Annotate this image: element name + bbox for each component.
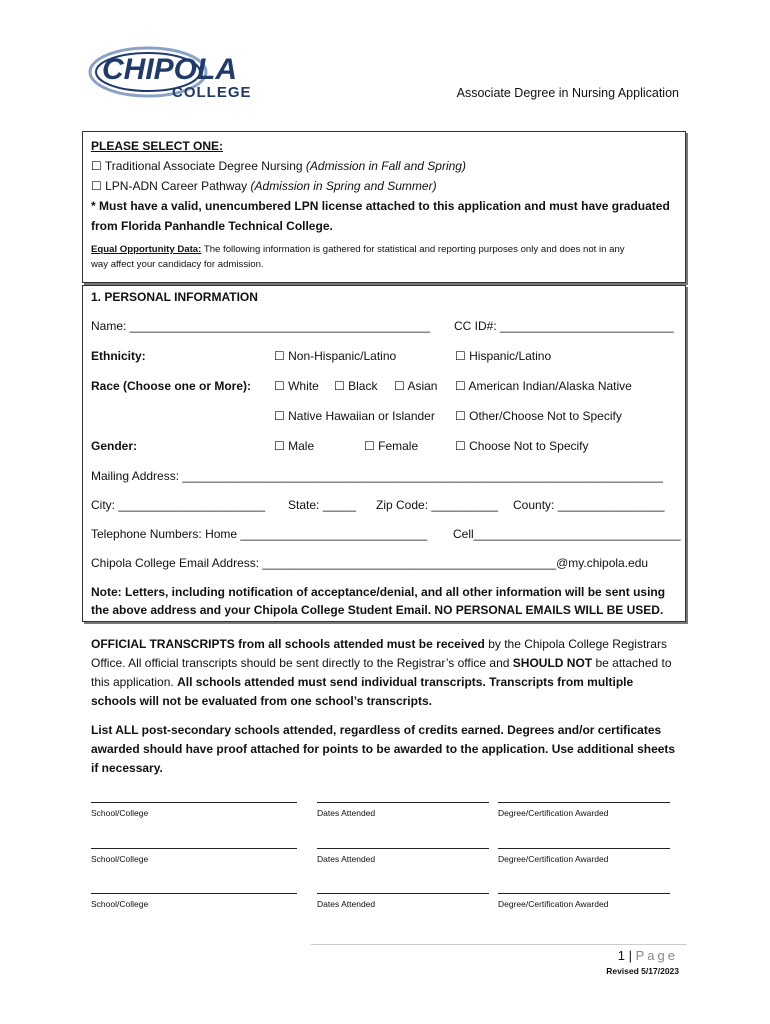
transcripts-paragraph: [91, 635, 676, 711]
race-native-american-label: American Indian/Alaska Native: [468, 379, 632, 393]
option-traditional[interactable]: [91, 156, 677, 176]
personal-information-box: [82, 285, 686, 622]
school-line[interactable]: [91, 802, 297, 803]
race-other[interactable]: [455, 409, 622, 423]
eth-hispanic-label: Hispanic/Latino: [469, 349, 552, 363]
gender-male-label: Male: [288, 439, 315, 453]
school-label: School/College: [91, 899, 149, 909]
checkbox-icon[interactable]: ☐: [364, 439, 375, 453]
checkbox-icon[interactable]: ☐: [274, 349, 285, 363]
page-sep: |: [628, 948, 632, 963]
gender-female[interactable]: [364, 439, 418, 453]
school-line[interactable]: [91, 893, 297, 894]
gender-none-label: Choose Not to Specify: [469, 439, 589, 453]
race-asian-label: Asian: [407, 379, 438, 393]
personal-heading: 1. PERSONAL INFORMATION: [91, 290, 258, 304]
revised-date: Revised 5/17/2023: [606, 966, 679, 976]
race-black-label: Black: [348, 379, 378, 393]
note-line-2: the above address and your Chipola College Student Email. NO PERSONAL EMAILS WILL BE USED.: [91, 603, 664, 617]
zip-field[interactable]: Zip Code: __________: [376, 498, 499, 512]
list-schools-paragraph: List ALL post-secondary schools attended, regardless of credits earned. Degrees and/or certificates awarded should have proof attached for points to be awarded to the application. Use additional sheets if necessary.: [91, 723, 676, 775]
checkbox-icon[interactable]: ☐: [394, 379, 405, 393]
race-white[interactable]: [274, 379, 319, 393]
checkbox-icon[interactable]: ☐: [91, 179, 102, 193]
logo-text-main: CHIPOLA: [102, 53, 237, 86]
option-lpn-note: (Admission in Spring and Summer): [250, 179, 437, 193]
race-hawaiian-label: Native Hawaiian or Islander: [288, 409, 435, 423]
checkbox-icon[interactable]: ☐: [91, 159, 102, 173]
footer-rule: [311, 944, 687, 945]
eth-non-hispanic[interactable]: [274, 349, 396, 363]
school-line[interactable]: [91, 848, 297, 849]
checkbox-icon[interactable]: ☐: [274, 439, 285, 453]
note-line-1: Note: Letters, including notification of acceptance/denial, and all other information will be sent using: [91, 585, 666, 599]
option-traditional-label: Traditional Associate Degree Nursing: [104, 159, 303, 173]
transcripts-text-1: by the Chipola College Registrars Office. All official transcripts should be sent directly to the Registrar’s office and: [91, 637, 667, 670]
eo-label: Equal Opportunity Data:: [91, 244, 202, 255]
transcripts-tail: All schools attended must send individual transcripts. Transcripts from multiple schools will not be evaluated from one school’s transcripts.: [91, 675, 634, 708]
city-field[interactable]: City: ______________________: [91, 498, 266, 512]
degree-label: Degree/Certification Awarded: [498, 899, 609, 909]
page-word: Page: [635, 948, 678, 963]
home-phone-field[interactable]: Telephone Numbers: Home ____________________________: [91, 527, 428, 541]
dates-label: Dates Attended: [317, 854, 376, 864]
gender-none[interactable]: [455, 439, 589, 453]
dates-line[interactable]: [317, 848, 489, 849]
race-hawaiian[interactable]: [274, 409, 435, 423]
eth-non-hispanic-label: Non-Hispanic/Latino: [288, 349, 397, 363]
school-label: School/College: [91, 854, 149, 864]
option-lpn-adn[interactable]: [91, 176, 677, 196]
race-black[interactable]: [334, 379, 377, 393]
checkbox-icon[interactable]: ☐: [455, 409, 466, 423]
degree-label: Degree/Certification Awarded: [498, 808, 609, 818]
dates-label: Dates Attended: [317, 808, 376, 818]
race-native-american[interactable]: [455, 379, 632, 393]
checkbox-icon[interactable]: ☐: [274, 379, 285, 393]
lpn-notice-2: from Florida Panhandle Technical College.: [91, 219, 333, 233]
checkbox-icon[interactable]: ☐: [455, 439, 466, 453]
document-title: Associate Degree in Nursing Application: [456, 86, 679, 100]
lpn-notice-1: * Must have a valid, unencumbered LPN license attached to this application and must have graduated: [91, 199, 670, 213]
option-traditional-note: (Admission in Fall and Spring): [305, 159, 466, 173]
dates-label: Dates Attended: [317, 899, 376, 909]
transcripts-text-2: be attached to this application.: [91, 656, 672, 689]
gender-female-label: Female: [378, 439, 419, 453]
county-field[interactable]: County: ________________: [513, 498, 665, 512]
program-selection-box: [82, 131, 686, 283]
dates-line[interactable]: [317, 802, 489, 803]
degree-line[interactable]: [498, 893, 670, 894]
transcripts-lead: OFFICIAL TRANSCRIPTS from all schools attended must be received: [91, 637, 485, 651]
eo-text-1: The following information is gathered for statistical and reporting purposes only and does not in any: [203, 244, 625, 255]
cell-phone-field[interactable]: Cell_______________________________: [453, 527, 681, 541]
race-asian[interactable]: [394, 379, 437, 393]
select-heading: PLEASE SELECT ONE:: [91, 139, 224, 153]
checkbox-icon[interactable]: ☐: [455, 379, 466, 393]
school-label: School/College: [91, 808, 149, 818]
transcripts-should-not: SHOULD NOT: [512, 656, 593, 670]
degree-line[interactable]: [498, 802, 670, 803]
mailing-address-field[interactable]: Mailing Address: ________________________________________________________________________: [91, 469, 663, 483]
dates-line[interactable]: [317, 893, 489, 894]
race-white-label: White: [288, 379, 319, 393]
ccid-field[interactable]: CC ID#: __________________________: [454, 319, 674, 333]
checkbox-icon[interactable]: ☐: [455, 349, 466, 363]
page-num: 1: [617, 948, 625, 963]
checkbox-icon[interactable]: ☐: [274, 409, 285, 423]
degree-line[interactable]: [498, 848, 670, 849]
eth-hispanic[interactable]: [455, 349, 551, 363]
gender-label: Gender:: [91, 439, 138, 453]
degree-label: Degree/Certification Awarded: [498, 854, 609, 864]
equal-opportunity-text: [91, 242, 677, 272]
page-number: [618, 948, 678, 963]
race-other-label: Other/Choose Not to Specify: [469, 409, 622, 423]
eo-text-2: way affect your candidacy for admission.: [91, 259, 264, 270]
chipola-logo: [88, 44, 274, 102]
gender-male[interactable]: [274, 439, 314, 453]
race-label: Race (Choose one or More):: [91, 379, 252, 393]
college-email-field[interactable]: Chipola College Email Address: ____________________________________________@my.chipola.edu: [91, 556, 649, 570]
state-field[interactable]: State: _____: [288, 498, 357, 512]
option-lpn-label: LPN-ADN Career Pathway: [105, 179, 248, 193]
ethnicity-label: Ethnicity:: [91, 349, 146, 363]
logo-text-sub: COLLEGE: [172, 84, 252, 101]
checkbox-icon[interactable]: ☐: [334, 379, 345, 393]
name-field[interactable]: Name: _____________________________________________: [91, 319, 430, 333]
